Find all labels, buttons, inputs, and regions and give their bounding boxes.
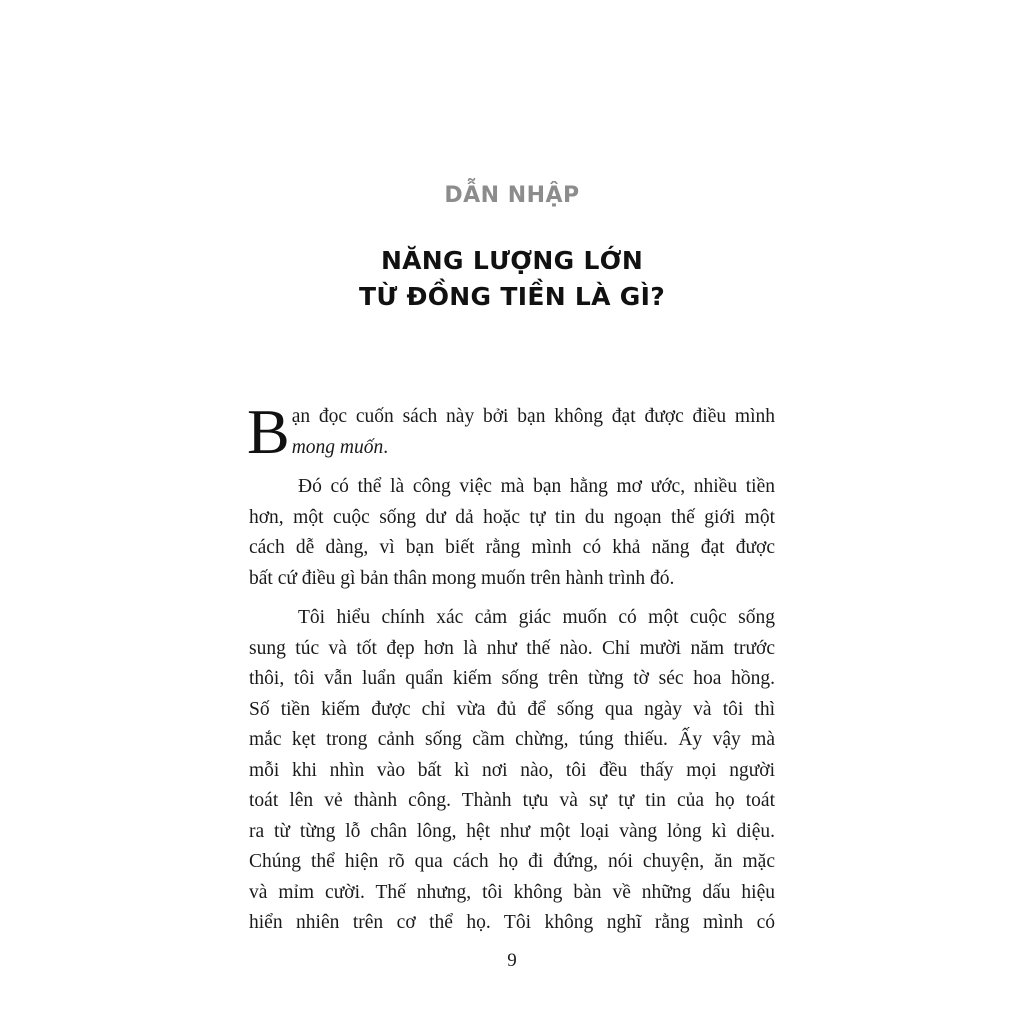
page-number: 9 (507, 950, 517, 971)
paragraph-line: mỗi khi nhìn vào bất kì nơi nào, tôi đều thấy mọi người (249, 759, 775, 781)
paragraph-line: Chúng thể hiện rõ qua cách họ đi đứng, nói chuyện, ăn mặc (249, 851, 775, 872)
paragraph-line: Tôi hiểu chính xác cảm giác muốn có một cuộc sống (298, 607, 775, 628)
paragraph-line: hơn, một cuộc sống dư dả hoặc tự tin du ngoạn thế giới một (249, 506, 775, 528)
paragraph (249, 603, 775, 939)
paragraph-line: cách dễ dàng, vì bạn biết rằng mình có khả năng đạt được (249, 537, 775, 558)
punctuation: . (383, 436, 389, 458)
paragraph-line: ạn đọc cuốn sách này bởi bạn không đạt được điều mình (291, 406, 775, 427)
chapter-title (0, 243, 1024, 315)
italic-phrase: mong muốn (291, 436, 384, 458)
chapter-title-line-2: TỪ ĐỒNG TIỀN LÀ GÌ? (358, 282, 666, 311)
paragraph-line: bất cứ điều gì bản thân mong muốn trên hành trình đó. (249, 567, 675, 589)
paragraph-line: ra từ từng lỗ chân lông, hệt như một loại vàng lỏng kì diệu. (249, 820, 775, 842)
paragraph-line: toát lên vẻ thành công. Thành tựu và sự tự tin của họ toát (249, 790, 775, 811)
opening-paragraph (247, 396, 775, 467)
paragraph-line (249, 433, 775, 464)
section-label: DẪN NHẬP (444, 183, 580, 208)
paragraph-line: và mỉm cười. Thế nhưng, tôi không bàn về những dấu hiệu (249, 881, 775, 903)
paragraph-line: thôi, tôi vẫn luẩn quẩn kiếm sống trên từng tờ séc hoa hồng. (249, 668, 775, 689)
paragraph-line: mắc kẹt trong cảnh sống cầm chừng, túng thiếu. Ấy vậy mà (249, 729, 775, 750)
chapter-title-line-1: NĂNG LƯỢNG LỚN (380, 246, 644, 275)
paragraph-line: Đó có thể là công việc mà bạn hằng mơ ước, nhiều tiền (298, 476, 775, 497)
paragraph-line: sung túc và tốt đẹp hơn là như thế nào. Chỉ mười năm trước (249, 637, 775, 659)
paragraph (249, 472, 775, 594)
body-text (247, 396, 775, 948)
paragraph-line: Số tiền kiếm được chỉ vừa đủ để sống qua ngày và tôi thì (249, 698, 775, 720)
drop-cap: B (247, 396, 290, 467)
paragraph-line: hiển nhiên trên cơ thể họ. Tôi không nghĩ rằng mình có (249, 912, 775, 933)
